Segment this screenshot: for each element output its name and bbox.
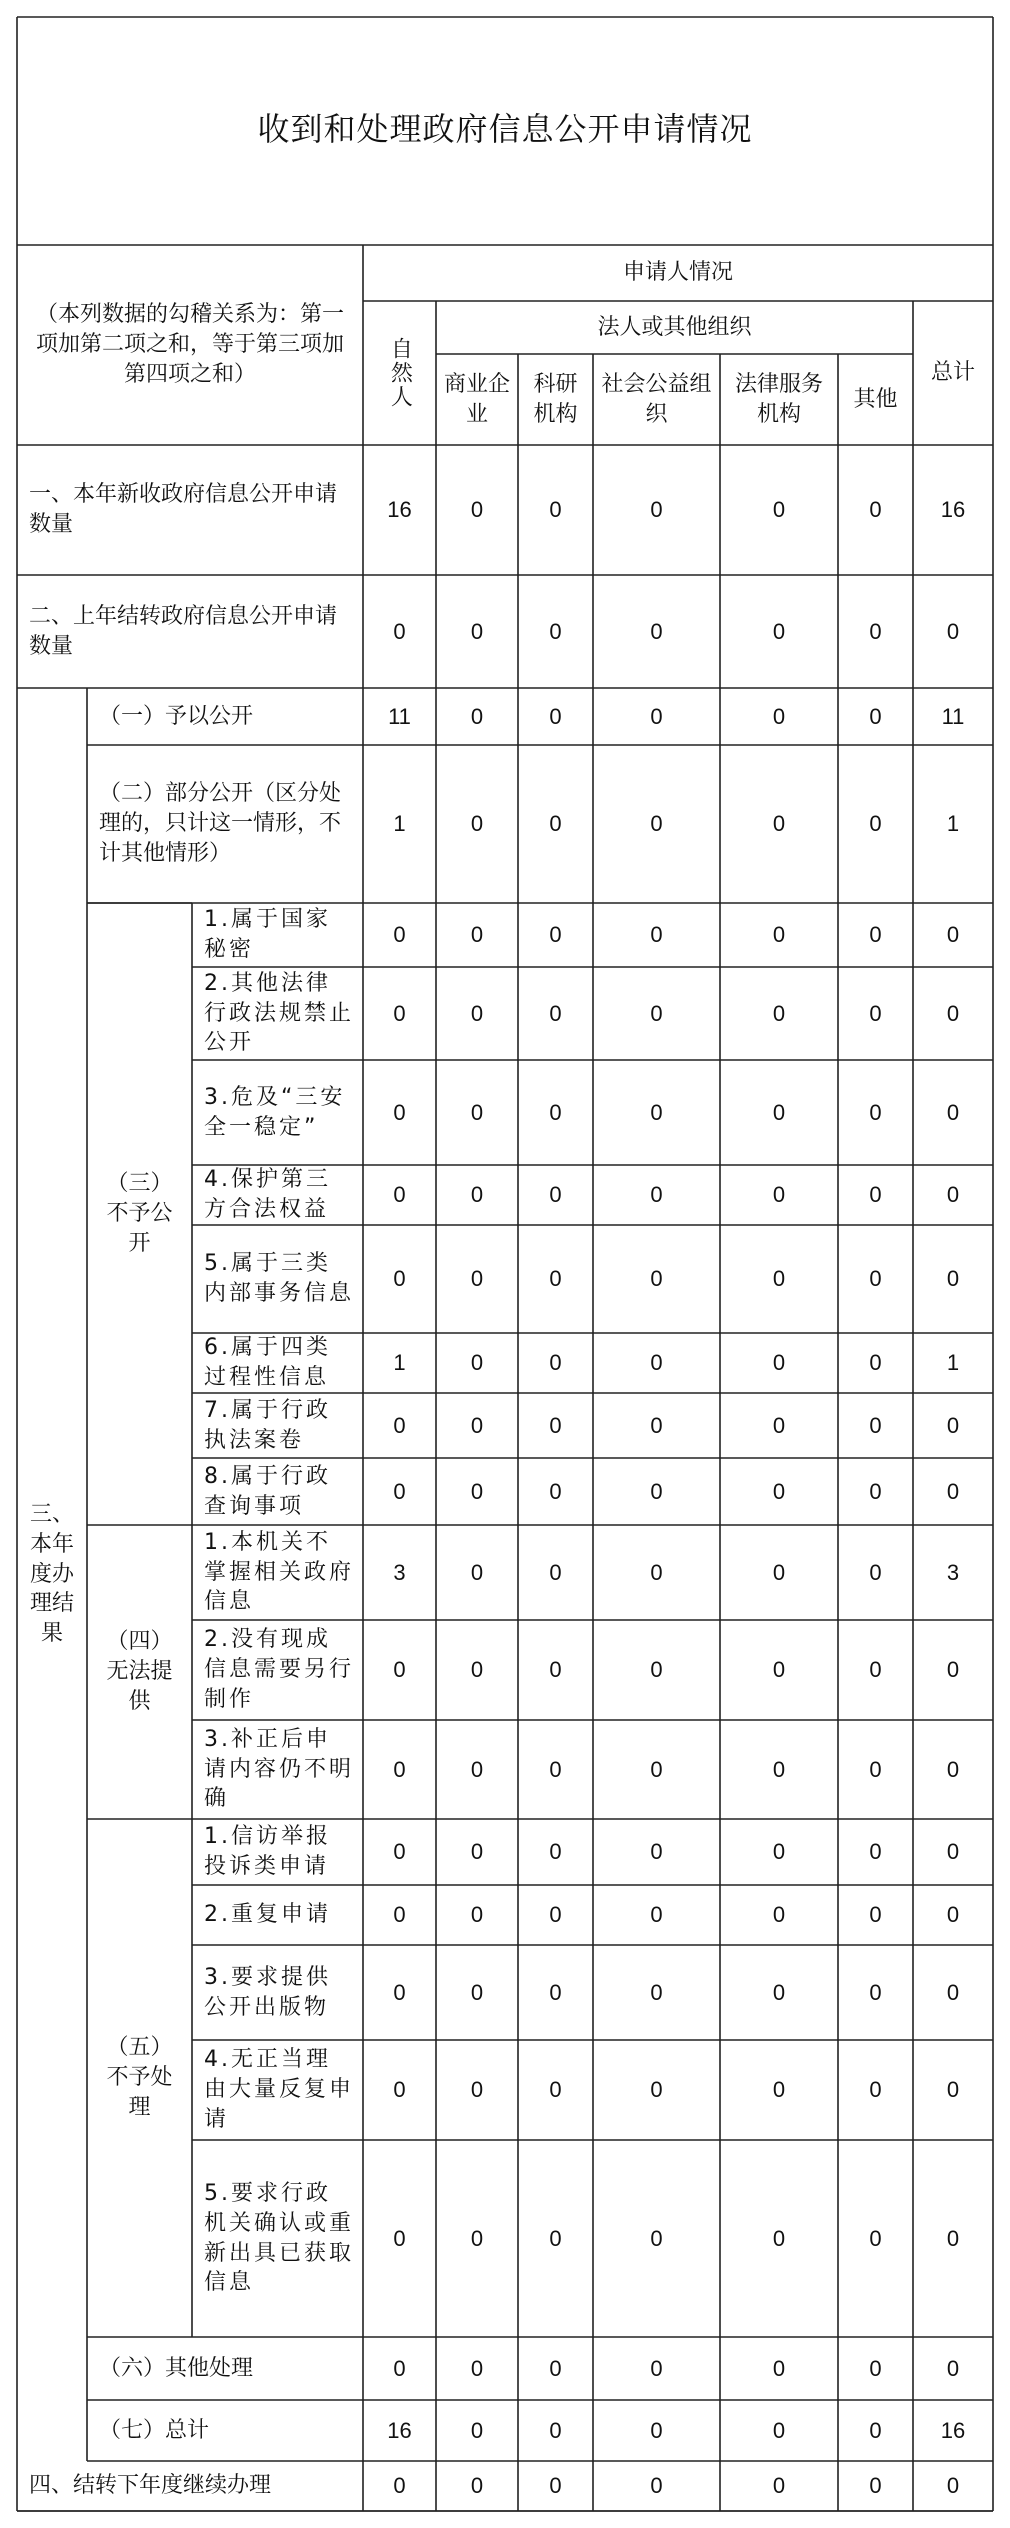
table-cell-value: 0 (393, 1266, 406, 1292)
table-cell-value: 0 (946, 2473, 960, 2499)
table-cell-value: 0 (772, 1756, 786, 1782)
header-legal-col: 法律服务机构 (734, 371, 823, 427)
table-cell-value: 0 (869, 2225, 882, 2251)
table-cell-value: 0 (470, 1756, 484, 1782)
table-cell-value: 0 (946, 1756, 960, 1782)
row-label: 1.信访举报投诉类申请 (204, 1824, 331, 1879)
table-cell-value: 0 (549, 922, 562, 948)
table-cell-value: 0 (549, 1902, 562, 1928)
table-cell-value: 0 (650, 1182, 663, 1208)
table-cell-value: 0 (650, 2473, 663, 2499)
table-cell-value: 0 (470, 811, 484, 837)
table-cell-value: 0 (393, 1657, 406, 1683)
header-legal-col: 科研机构 (533, 371, 578, 427)
table-cell-value: 0 (470, 2077, 484, 2103)
table-cell-value: 0 (869, 811, 882, 837)
table-cell-value: 16 (940, 497, 966, 523)
table-cell-value: 0 (650, 2355, 663, 2381)
table-cell-value: 0 (393, 1099, 406, 1125)
table-cell-value: 0 (650, 1756, 663, 1782)
table-cell-value: 0 (946, 1412, 960, 1438)
table-cell-value: 0 (650, 1000, 663, 1026)
table-cell-value: 0 (869, 922, 882, 948)
table-cell-value: 0 (772, 1099, 786, 1125)
table-cell-value: 0 (650, 1979, 663, 2005)
row-label: 1.属于国家秘密 (204, 907, 331, 962)
table-cell-value: 0 (470, 1099, 484, 1125)
table-cell-value: 0 (549, 1000, 562, 1026)
table-cell-value: 16 (387, 2417, 412, 2443)
table-cell-value: 0 (650, 1902, 663, 1928)
row-label: 2.其他法律行政法规禁止公开 (204, 970, 355, 1056)
table-cell-value: 0 (470, 1902, 484, 1928)
row-label: 2.重复申请 (204, 1902, 331, 1928)
table-cell-value: 0 (393, 1839, 406, 1865)
table-cell-value: 0 (549, 497, 562, 523)
table-cell-value: 0 (650, 1266, 663, 1292)
table-cell-value: 16 (940, 2417, 966, 2443)
table-cell-value: 0 (549, 2355, 562, 2381)
table-cell-value: 0 (772, 1979, 786, 2005)
table-cell-value: 0 (470, 1559, 484, 1585)
table-cell-value: 0 (869, 1657, 882, 1683)
table-cell-value: 0 (549, 2077, 562, 2103)
table-cell-value: 1 (393, 811, 406, 837)
table-cell-value: 0 (946, 1839, 960, 1865)
table-cell-value: 0 (946, 2077, 960, 2103)
table-cell-value: 0 (650, 2077, 663, 2103)
table-cell-value: 0 (772, 1000, 786, 1026)
table-cell-value: 0 (946, 1099, 960, 1125)
table-cell-value: 0 (470, 1266, 484, 1292)
table-cell-value: 0 (650, 703, 663, 729)
table-title: 收到和处理政府信息公开申请情况 (257, 109, 753, 148)
table-cell-value: 0 (650, 1559, 663, 1585)
table-cell-value: 0 (650, 922, 663, 948)
table-cell-value: 1 (946, 1350, 960, 1376)
table-cell-value: 0 (869, 1756, 882, 1782)
row-label: （二）部分公开（区分处理的，只计这一情形，不计其他情形） (99, 781, 342, 866)
table-cell-value: 0 (650, 1412, 663, 1438)
table-cell-value: 0 (772, 2077, 786, 2103)
table-cell-value: 0 (772, 1412, 786, 1438)
row-label: 二、上年结转政府信息公开申请数量 (29, 603, 338, 659)
group-not-disclosed: （三）不予公开 (106, 1171, 173, 1256)
table-cell-value: 0 (650, 1839, 663, 1865)
table-cell-value: 0 (549, 1412, 562, 1438)
table-cell-value: 0 (650, 2225, 663, 2251)
table-cell-value: 0 (549, 1182, 562, 1208)
table-cell-value: 0 (869, 2077, 882, 2103)
table-cell-value: 0 (393, 922, 406, 948)
header-applicant: 申请人情况 (622, 260, 733, 286)
table-cell-value: 0 (772, 2225, 786, 2251)
table-cell-value: 0 (470, 1839, 484, 1865)
row-label: 3.要求提供公开出版物 (204, 1964, 331, 2020)
table-cell-value: 0 (393, 2225, 406, 2251)
row-label: 一、本年新收政府信息公开申请数量 (29, 482, 338, 537)
table-cell-value: 0 (393, 2473, 406, 2499)
table-cell-value: 0 (470, 922, 484, 948)
table-cell-value: 0 (650, 1099, 663, 1125)
table-cell-value: 0 (869, 2355, 882, 2381)
table-cell-value: 0 (393, 1979, 406, 2005)
section-annual-results: 三、本年度办理结果 (30, 1502, 75, 1647)
table-cell-value: 0 (772, 1902, 786, 1928)
header-legal-col: 商业企业 (444, 371, 511, 427)
table-cell-value: 0 (393, 618, 406, 644)
table-cell-value: 0 (869, 2417, 882, 2443)
header-legal-col: 社会公益组织 (601, 371, 712, 427)
table-cell-value: 0 (650, 497, 663, 523)
table-cell-value: 0 (393, 1000, 406, 1026)
row-label: 四、结转下年度继续办理 (29, 2473, 272, 2499)
table-cell-value: 0 (470, 2355, 484, 2381)
table-cell-value: 0 (869, 1266, 882, 1292)
row-label: 6.属于四类过程性信息 (204, 1335, 331, 1390)
table-cell-value: 0 (772, 618, 786, 644)
table-cell-value: 0 (946, 618, 960, 644)
table-cell-value: 0 (869, 703, 882, 729)
table-cell-value: 3 (393, 1559, 406, 1585)
table-cell-value: 0 (869, 1000, 882, 1026)
table-cell-value: 0 (650, 1478, 663, 1504)
table-cell-value: 0 (869, 497, 882, 523)
table-cell-value: 0 (946, 1182, 960, 1208)
row-label: 5.属于三类内部事务信息 (204, 1251, 355, 1306)
table-cell-value: 0 (393, 2077, 406, 2103)
row-label: 8.属于行政查询事项 (204, 1463, 331, 1519)
table-cell-value: 0 (650, 618, 663, 644)
table-cell-value: 0 (470, 1182, 484, 1208)
table-cell-value: 0 (549, 1839, 562, 1865)
table-cell-value: 0 (772, 1839, 786, 1865)
table-cell-value: 0 (650, 2417, 663, 2443)
row-label: 2.没有现成信息需要另行制作 (204, 1627, 355, 1712)
table-cell-value: 0 (470, 1979, 484, 2005)
table-cell-value: 0 (470, 497, 484, 523)
row-label: 1.本机关不掌握相关政府信息 (204, 1529, 355, 1615)
table-cell-value: 0 (946, 1979, 960, 2005)
row-label: 4.无正当理由大量反复申请 (204, 2047, 355, 2132)
header-total: 总计 (930, 360, 975, 386)
table-cell-value: 0 (946, 1266, 960, 1292)
table-cell-value: 0 (946, 2225, 960, 2251)
table-cell-value: 0 (470, 1657, 484, 1683)
table-cell-value: 0 (549, 1979, 562, 2005)
table-cell-value: 1 (393, 1350, 406, 1376)
table-cell-value: 0 (869, 1099, 882, 1125)
table-cell-value: 0 (549, 1559, 562, 1585)
table-cell-value: 0 (650, 1350, 663, 1376)
table-cell-value: 0 (470, 1412, 484, 1438)
table-cell-value: 0 (393, 1756, 406, 1782)
group-not-processed: （五）不予处理 (106, 2035, 173, 2120)
table-cell-value: 0 (470, 618, 484, 644)
row-label: 3.危及“三安全一稳定” (204, 1084, 346, 1140)
header-natural-person: 自然人 (387, 337, 413, 409)
table-cell-value: 0 (549, 1478, 562, 1504)
table-cell-value: 0 (772, 1559, 786, 1585)
table-cell-value: 0 (869, 1350, 882, 1376)
table-cell-value: 0 (549, 1657, 562, 1683)
table-cell-value: 0 (549, 1350, 562, 1376)
row-label: 7.属于行政执法案卷 (204, 1397, 331, 1453)
table-cell-value: 16 (387, 497, 412, 523)
table-cell-value: 0 (549, 703, 562, 729)
table-cell-value: 0 (470, 2473, 484, 2499)
table-cell-value: 0 (772, 1478, 786, 1504)
table-cell-value: 0 (946, 1478, 960, 1504)
table-cell-value: 0 (869, 618, 882, 644)
row-label: 4.保护第三方合法权益 (204, 1167, 331, 1222)
table-cell-value: 0 (393, 1478, 406, 1504)
table-cell-value: 0 (470, 2417, 484, 2443)
table-cell-value: 0 (772, 2473, 786, 2499)
table-cell-value: 0 (549, 2225, 562, 2251)
table-cell-value: 0 (772, 1266, 786, 1292)
table-cell-value: 0 (549, 618, 562, 644)
table-cell-value: 0 (772, 2355, 786, 2381)
table-cell-value: 0 (772, 703, 786, 729)
row-label: 5.要求行政机关确认或重新出具已获取信息 (204, 2181, 355, 2296)
row-label: （七）总计 (99, 2417, 210, 2443)
table-cell-value: 0 (772, 497, 786, 523)
table-cell-value: 0 (549, 1756, 562, 1782)
table-cell-value: 0 (393, 2355, 406, 2381)
table-cell-value: 11 (388, 703, 411, 729)
table-cell-value: 0 (869, 1478, 882, 1504)
table-cell-value: 0 (470, 703, 484, 729)
header-legal-col: 其他 (853, 386, 898, 412)
table-cell-value: 0 (549, 1099, 562, 1125)
table-cell-value: 0 (772, 2417, 786, 2443)
row-label: （六）其他处理 (99, 2355, 254, 2381)
table-cell-value: 0 (470, 1000, 484, 1026)
table-cell-value: 0 (869, 2473, 882, 2499)
table-cell-value: 0 (869, 1902, 882, 1928)
header-note: （本列数据的勾稽关系为：第一项加第二项之和，等于第三项加第四项之和） (35, 302, 344, 387)
table-cell-value: 0 (869, 1412, 882, 1438)
table-cell-value: 0 (869, 1839, 882, 1865)
header-legal-group: 法人或其他组织 (597, 314, 752, 340)
table-cell-value: 0 (549, 2417, 562, 2443)
table-cell-value: 1 (946, 811, 960, 837)
table-cell-value: 0 (549, 1266, 562, 1292)
table-cell-value: 0 (772, 1182, 786, 1208)
table-cell-value: 0 (869, 1559, 882, 1585)
table-cell-value: 0 (946, 1657, 960, 1683)
table-cell-value: 0 (470, 1478, 484, 1504)
row-label: （一）予以公开 (99, 703, 254, 729)
table-cell-value: 0 (772, 1350, 786, 1376)
table-cell-value: 11 (941, 703, 965, 729)
table-cell-value: 0 (946, 1000, 960, 1026)
row-label: 3.补正后申请内容仍不明确 (204, 1726, 355, 1812)
table-cell-value: 0 (946, 922, 960, 948)
table-cell-value: 0 (650, 811, 663, 837)
table-cell-value: 0 (772, 922, 786, 948)
table-cell-value: 0 (470, 1350, 484, 1376)
table-cell-value: 0 (869, 1182, 882, 1208)
table-cell-value: 0 (549, 811, 562, 837)
table-cell-value: 0 (772, 811, 786, 837)
table-cell-value: 0 (946, 1902, 960, 1928)
table-cell-value: 0 (946, 2355, 960, 2381)
group-cannot-provide: （四）无法提供 (106, 1629, 173, 1714)
table-cell-value: 0 (470, 2225, 484, 2251)
table-cell-value: 0 (869, 1979, 882, 2005)
table-cell-value: 0 (393, 1412, 406, 1438)
table-cell-value: 0 (650, 1657, 663, 1683)
table-cell-value: 0 (393, 1182, 406, 1208)
table-cell-value: 0 (772, 1657, 786, 1683)
table-cell-value: 3 (946, 1559, 960, 1585)
table-cell-value: 0 (393, 1902, 406, 1928)
table-cell-value: 0 (549, 2473, 562, 2499)
